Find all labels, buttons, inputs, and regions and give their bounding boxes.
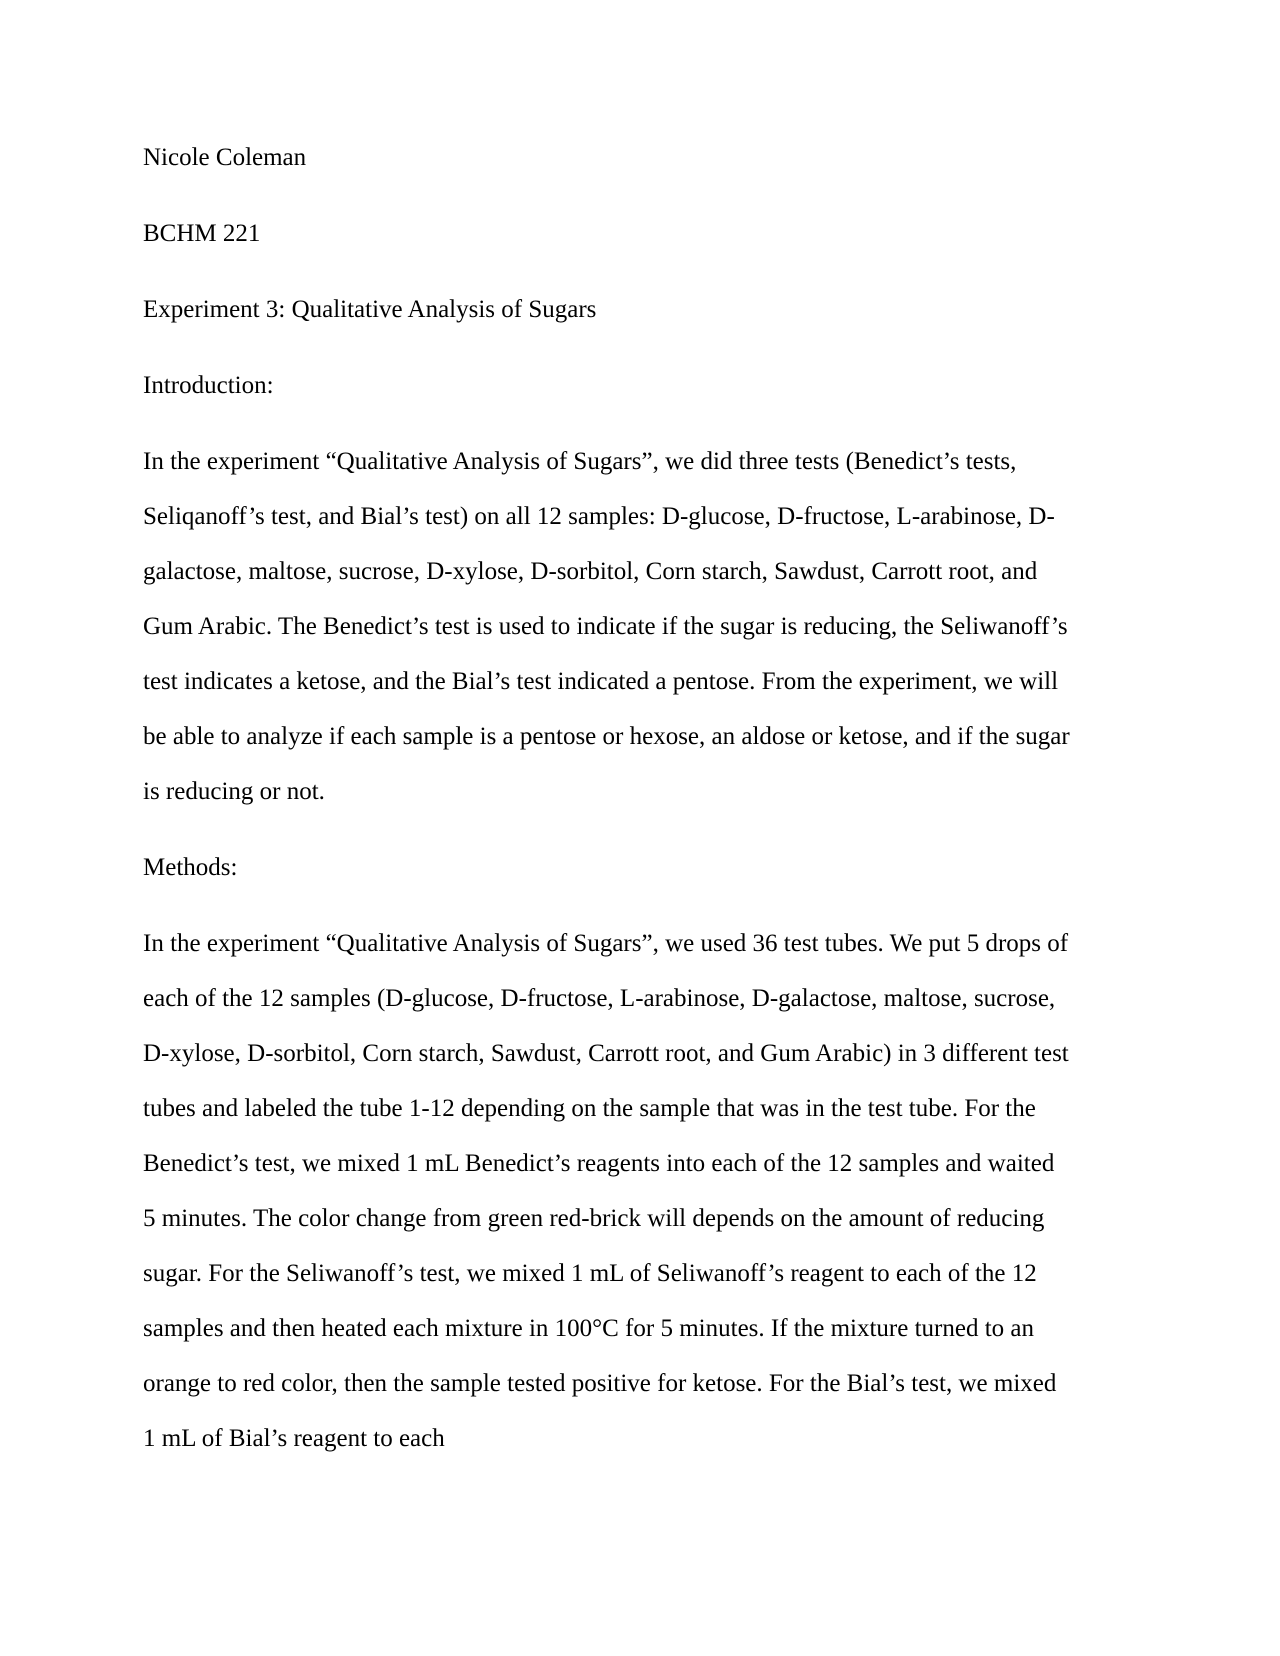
methods-paragraph: In the experiment “Qualitative Analysis of Sugars”, we used 36 test tubes. We put 5 drops of each of the 12 samples (D-glucose, D-fructose, L-arabinose, D-galactose, maltose, sucrose, D-xylose, D-sorbitol, Corn starch, Sawdust, Carrott root, and Gum Arabic) in 3 different test tubes and labeled the tube 1-12 depending on the sample that was in the test tube. For the Benedict’s test, we mixed 1 mL Benedict’s reagents into each of the 12 samples and waited 5 minutes. The color change from green red-brick will depends on the amount of reducing sugar. For the Seliwanoff’s test, we mixed 1 mL of Seliwanoff’s reagent to each of the 12 samples and then heated each mixture in 100°C for 5 minutes. If the mixture turned to an orange to red color, then the sample tested positive for ketose. For the Bial’s test, we mixed 1 mL of Bial’s reagent to each (143, 930, 1076, 1452)
introduction-heading: Introduction: (143, 372, 274, 399)
author-line: Nicole Coleman (143, 144, 307, 171)
methods-heading: Methods: (143, 854, 238, 881)
course-line: BCHM 221 (143, 220, 261, 247)
document-title: Experiment 3: Qualitative Analysis of Sugars (143, 296, 597, 323)
introduction-paragraph: In the experiment “Qualitative Analysis of Sugars”, we did three tests (Benedict’s tests, Seliqanoff’s test, and Bial’s test) on all 12 samples: D-glucose, D-fructose, L-arabinose, D-galactose, maltose, sucrose, D-xylose, D-sorbitol, Corn starch, Sawdust, Carrott root, and Gum Arabic. The Benedict’s test is used to indicate if the sugar is reducing, the Seliwanoff’s test indicates a ketose, and the Bial’s test indicated a pentose. From the experiment, we will be able to analyze if each sample is a pentose or hexose, an aldose or ketose, and if the sugar is reducing or not. (143, 448, 1076, 805)
